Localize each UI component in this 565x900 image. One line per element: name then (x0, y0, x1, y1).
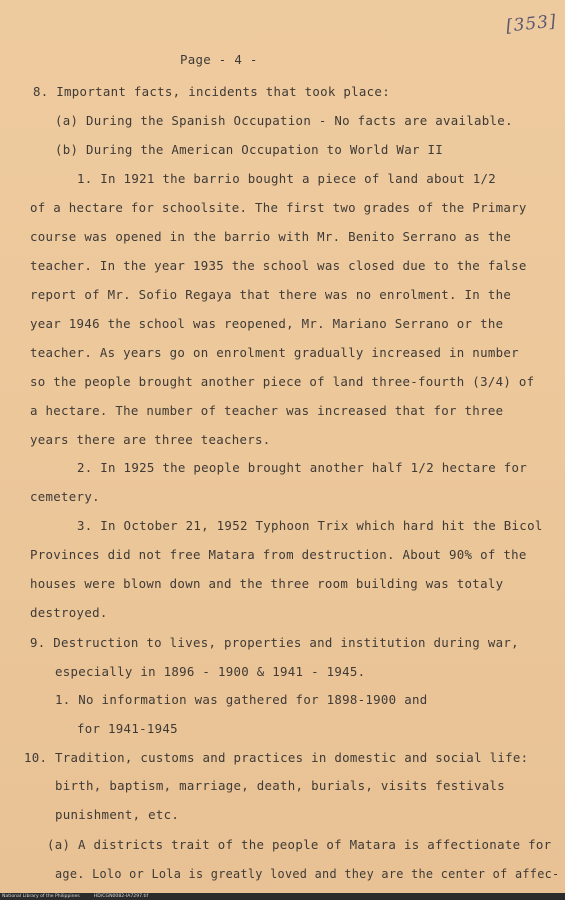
text-line: 8. Important facts, incidents that took place: (33, 84, 390, 99)
text-line: teacher. In the year 1935 the school was closed due to the false (30, 258, 527, 273)
text-line: 10. Tradition, customs and practices in domestic and social life: (24, 750, 529, 765)
text-line: teacher. As years go on enrolment gradually increased in number (30, 345, 519, 360)
text-line: course was opened in the barrio with Mr. Benito Serrano as the (30, 229, 512, 244)
text-line: birth, baptism, marriage, death, burials, visits festivals (55, 778, 506, 793)
text-line: year 1946 the school was reopened, Mr. Mariano Serrano or the (30, 316, 504, 331)
text-line: report of Mr. Sofio Regaya that there was no enrolment. In the (30, 287, 512, 302)
text-line: age. Lolo or Lola is greatly loved and they are the center of affec- (55, 866, 560, 881)
text-line: for 1941-1945 (77, 721, 178, 736)
text-line: Provinces did not free Matara from destruction. About 90% of the (30, 547, 527, 562)
text-line: 2. In 1925 the people brought another half 1/2 hectare for (77, 460, 528, 475)
text-line: houses were blown down and the three room building was totaly (30, 576, 504, 591)
text-line: (b) During the American Occupation to World War II (55, 142, 443, 157)
text-line: 1. In 1921 the barrio bought a piece of land about 1/2 (77, 171, 497, 186)
text-line: a hectare. The number of teacher was increased that for three (30, 403, 504, 418)
text-line: so the people brought another piece of land three-fourth (3/4) of (30, 374, 535, 389)
text-line: (a) During the Spanish Occupation - No facts are available. (55, 113, 513, 128)
footer-library: National Library of the Philippines (2, 894, 80, 899)
text-line: 3. In October 21, 1952 Typhoon Trix which hard hit the Bicol (77, 518, 543, 533)
page-header: Page - 4 - (180, 52, 258, 67)
handwritten-page-number: [353] (505, 11, 558, 37)
text-line: destroyed. (30, 605, 108, 620)
footer-filename: HD/CGN0082-IA7297.tif (93, 894, 149, 899)
text-line: years there are three teachers. (30, 432, 271, 447)
text-line: 1. No information was gathered for 1898-1900 and (55, 692, 428, 707)
scan-footer (0, 893, 565, 900)
text-line: of a hectare for schoolsite. The first two grades of the Primary (30, 200, 527, 215)
text-line: 9. Destruction to lives, properties and institution during war, (30, 635, 519, 650)
text-line: especially in 1896 - 1900 & 1941 - 1945. (55, 664, 366, 679)
text-line: cemetery. (30, 489, 100, 504)
text-line: (a) A districts trait of the people of Matara is affectionate for (47, 837, 552, 852)
text-line: punishment, etc. (55, 807, 180, 822)
